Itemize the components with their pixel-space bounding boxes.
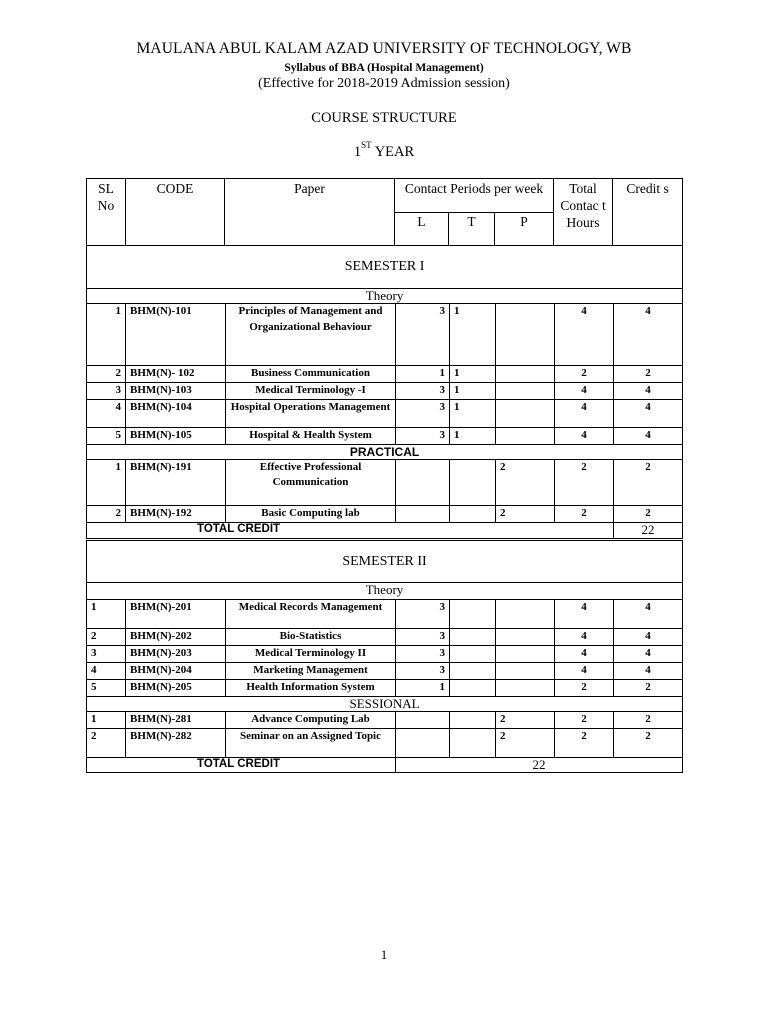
semester-2-table: [86, 540, 683, 773]
p-cell: [496, 400, 555, 428]
table-row: [87, 629, 683, 646]
code-cell: BHM(N)-201: [126, 600, 226, 629]
paper-cell: Seminar on an Assigned Topic: [226, 729, 396, 758]
p-cell: [496, 600, 555, 629]
credits-cell: 2: [614, 505, 683, 522]
col-contact-periods: Contact Periods per week: [395, 179, 554, 213]
sl-cell: 4: [87, 400, 126, 428]
table-row: [87, 712, 683, 729]
t-cell: [450, 646, 496, 663]
hours-cell: 4: [555, 383, 614, 400]
university-title: MAULANA ABUL KALAM AZAD UNIVERSITY OF TECHNOLOGY, WB: [136, 40, 632, 57]
hours-cell: 4: [555, 663, 614, 680]
paper-cell: Health Information System: [226, 680, 396, 697]
p-cell: [496, 366, 555, 383]
semester-1-table: [86, 245, 683, 539]
sl-cell: 2: [87, 729, 126, 758]
year-number: 1: [353, 143, 362, 160]
t-cell: 1: [450, 366, 496, 383]
p-cell: [496, 629, 555, 646]
t-cell: [450, 663, 496, 680]
sl-cell: 1: [87, 304, 126, 366]
course-structure-heading: COURSE STRUCTURE: [311, 110, 457, 126]
year-superscript: ST: [361, 140, 372, 150]
l-cell: 1: [396, 366, 450, 383]
l-cell: 1: [396, 680, 450, 697]
semester-2-title: SEMESTER II: [87, 541, 683, 583]
p-cell: 2: [496, 712, 555, 729]
table-row: [87, 680, 683, 697]
col-t: T: [449, 213, 495, 246]
sl-cell: 5: [87, 680, 126, 697]
semester-2-sessional-label: SESSIONAL: [87, 697, 683, 712]
effective-session: (Effective for 2018-2019 Admission session): [258, 76, 510, 91]
paper-cell: Hospital Operations Management: [226, 400, 396, 428]
semester-1-practical-rows: [87, 459, 683, 522]
t-cell: 1: [450, 428, 496, 445]
hours-cell: 4: [555, 304, 614, 366]
hours-cell: 4: [555, 646, 614, 663]
code-cell: BHM(N)-101: [126, 304, 226, 366]
l-cell: [396, 459, 450, 505]
l-cell: 3: [396, 304, 450, 366]
table-row: [87, 400, 683, 428]
sl-cell: 3: [87, 383, 126, 400]
credits-cell: 4: [614, 304, 683, 366]
l-cell: 3: [396, 646, 450, 663]
l-cell: 3: [396, 383, 450, 400]
t-cell: 1: [450, 383, 496, 400]
l-cell: 3: [396, 428, 450, 445]
t-cell: 1: [450, 400, 496, 428]
p-cell: 2: [496, 505, 555, 522]
code-cell: BHM(N)-282: [126, 729, 226, 758]
sl-cell: 2: [87, 366, 126, 383]
table-row: [87, 428, 683, 445]
p-cell: [496, 304, 555, 366]
col-p: P: [495, 213, 554, 246]
semester-1-theory-rows: [87, 304, 683, 445]
col-total-hours: Total Contac t Hours: [554, 179, 613, 246]
paper-cell: Hospital & Health System: [226, 428, 396, 445]
l-cell: 3: [396, 400, 450, 428]
paper-cell: Advance Computing Lab: [226, 712, 396, 729]
hours-cell: 4: [555, 600, 614, 629]
semester-2-total-label: TOTAL CREDIT: [87, 758, 396, 773]
l-cell: 3: [396, 663, 450, 680]
credits-cell: 4: [614, 629, 683, 646]
paper-cell: Medical Terminology II: [226, 646, 396, 663]
code-cell: BHM(N)- 102: [126, 366, 226, 383]
semester-1-theory-label: Theory: [87, 289, 683, 304]
paper-cell: Effective Professional Communication: [226, 459, 396, 505]
col-sl: SL No: [87, 179, 126, 246]
syllabus-title: Syllabus of BBA (Hospital Management): [284, 62, 484, 74]
t-cell: [450, 729, 496, 758]
semester-1-total-value: 22: [614, 522, 683, 538]
p-cell: [496, 663, 555, 680]
l-cell: [396, 729, 450, 758]
hours-cell: 4: [555, 400, 614, 428]
sl-cell: 4: [87, 663, 126, 680]
code-cell: BHM(N)-104: [126, 400, 226, 428]
credits-cell: 2: [614, 459, 683, 505]
p-cell: [496, 646, 555, 663]
table-row: [87, 505, 683, 522]
t-cell: [450, 680, 496, 697]
code-cell: BHM(N)-103: [126, 383, 226, 400]
t-cell: [450, 459, 496, 505]
hours-cell: 2: [555, 680, 614, 697]
sl-cell: 1: [87, 459, 126, 505]
t-cell: 1: [450, 304, 496, 366]
table-row: [87, 459, 683, 505]
p-cell: [496, 383, 555, 400]
code-cell: BHM(N)-105: [126, 428, 226, 445]
credits-cell: 4: [614, 400, 683, 428]
hours-cell: 4: [555, 629, 614, 646]
table-row: [87, 304, 683, 366]
column-header-table: [86, 178, 683, 246]
code-cell: BHM(N)-191: [126, 459, 226, 505]
credits-cell: 2: [614, 366, 683, 383]
col-code: CODE: [126, 179, 225, 246]
paper-cell: Medical Records Management: [226, 600, 396, 629]
semester-2-theory-label: Theory: [87, 583, 683, 600]
t-cell: [450, 712, 496, 729]
semester-2-sessional-rows: [87, 712, 683, 758]
hours-cell: 2: [555, 459, 614, 505]
paper-cell: Principles of Management and Organizational Behaviour: [226, 304, 396, 366]
table-row: [87, 366, 683, 383]
table-row: [87, 663, 683, 680]
code-cell: BHM(N)-204: [126, 663, 226, 680]
semester-1-total-label: TOTAL CREDIT: [87, 522, 614, 538]
p-cell: 2: [496, 729, 555, 758]
code-cell: BHM(N)-205: [126, 680, 226, 697]
code-cell: BHM(N)-202: [126, 629, 226, 646]
semester-1-practical-label: PRACTICAL: [87, 444, 683, 459]
paper-cell: Business Communication: [226, 366, 396, 383]
sl-cell: 2: [87, 505, 126, 522]
p-cell: [496, 680, 555, 697]
table-row: [87, 729, 683, 758]
credits-cell: 2: [614, 680, 683, 697]
l-cell: 3: [396, 629, 450, 646]
code-cell: BHM(N)-281: [126, 712, 226, 729]
col-credits: Credit s: [613, 179, 683, 246]
table-row: [87, 600, 683, 629]
paper-cell: Basic Computing lab: [226, 505, 396, 522]
credits-cell: 2: [614, 729, 683, 758]
t-cell: [450, 600, 496, 629]
paper-cell: Medical Terminology -I: [226, 383, 396, 400]
credits-cell: 4: [614, 428, 683, 445]
page-number: 1: [380, 947, 388, 962]
hours-cell: 2: [555, 729, 614, 758]
sl-cell: 3: [87, 646, 126, 663]
hours-cell: 2: [555, 366, 614, 383]
t-cell: [450, 505, 496, 522]
credits-cell: 4: [614, 383, 683, 400]
col-paper: Paper: [225, 179, 395, 246]
sl-cell: 1: [87, 600, 126, 629]
col-l: L: [395, 213, 449, 246]
credits-cell: 2: [614, 712, 683, 729]
semester-1-title: SEMESTER I: [87, 246, 683, 289]
l-cell: [396, 505, 450, 522]
year-word: YEAR: [374, 143, 415, 160]
code-cell: BHM(N)-192: [126, 505, 226, 522]
credits-cell: 4: [614, 663, 683, 680]
p-cell: 2: [496, 459, 555, 505]
t-cell: [450, 629, 496, 646]
semester-2-total-value: 22: [396, 758, 683, 773]
hours-cell: 2: [555, 505, 614, 522]
sl-cell: 5: [87, 428, 126, 445]
l-cell: [396, 712, 450, 729]
credits-cell: 4: [614, 646, 683, 663]
table-row: [87, 383, 683, 400]
credits-cell: 4: [614, 600, 683, 629]
sl-cell: 1: [87, 712, 126, 729]
p-cell: [496, 428, 555, 445]
hours-cell: 2: [555, 712, 614, 729]
hours-cell: 4: [555, 428, 614, 445]
l-cell: 3: [396, 600, 450, 629]
paper-cell: Bio-Statistics: [226, 629, 396, 646]
code-cell: BHM(N)-203: [126, 646, 226, 663]
semester-2-theory-rows: [87, 600, 683, 697]
sl-cell: 2: [87, 629, 126, 646]
year-heading: [0, 142, 768, 161]
paper-cell: Marketing Management: [226, 663, 396, 680]
table-row: [87, 646, 683, 663]
